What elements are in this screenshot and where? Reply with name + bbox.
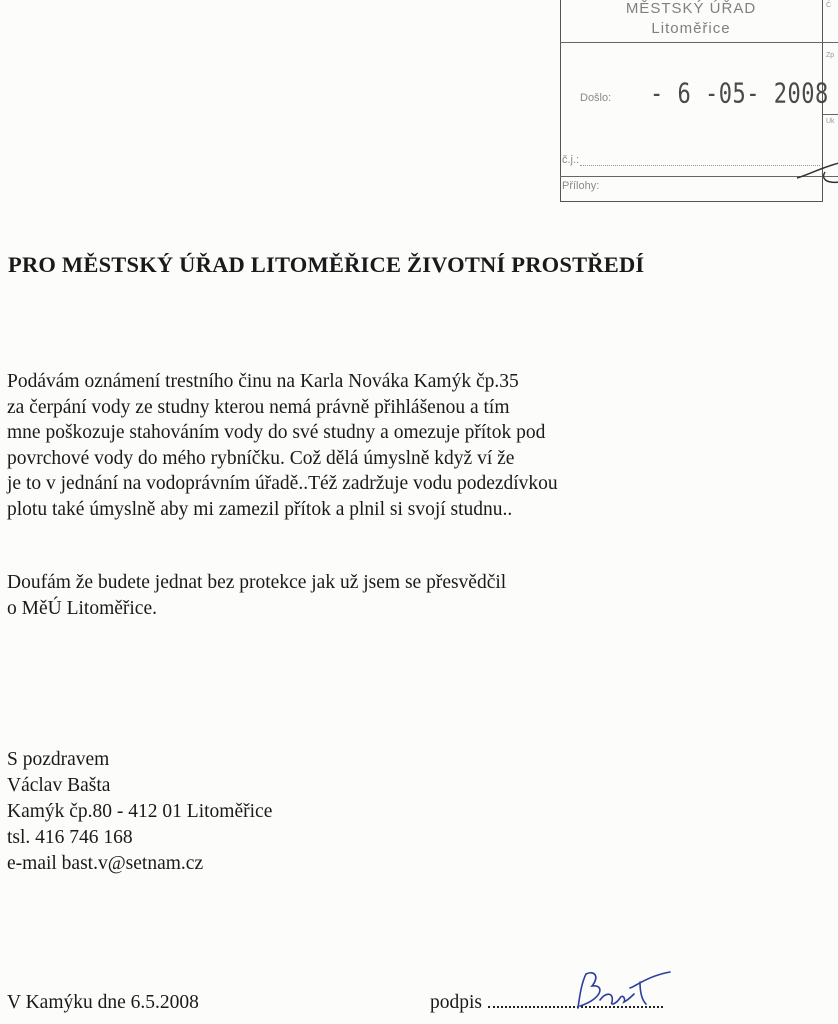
paragraph-line: je to v jednání na vodoprávním úřadě..Též zadržuje vodu podezdívkou	[7, 473, 558, 494]
pen-stroke-icon	[795, 148, 838, 188]
stamp-side-mark: Zp	[826, 52, 835, 59]
stamp-received-date: - 6 -05- 2008	[650, 78, 829, 111]
sender-name: Václav Bašta	[7, 775, 111, 796]
stamp-side-mark: Č	[826, 2, 832, 9]
paragraph-line: mne poškozuje stahováním vody do své studny a omezuje přítok pod	[7, 422, 546, 443]
stamp-ref-dotted-line	[580, 165, 820, 166]
stamp-ref-label: č.j.:	[562, 154, 580, 166]
place-and-date: V Kamýku dne 6.5.2008	[7, 992, 199, 1013]
paragraph-line: za čerpání vody ze studny kterou nemá právně přihlášenou a tím	[7, 396, 510, 418]
paragraph-line: plotu také úmyslně aby mi zamezil přítok a plnil si svojí studnu..	[7, 498, 513, 520]
sender-phone: tsl. 416 746 168	[7, 827, 133, 848]
sender-address: Kamýk čp.80 - 412 01 Litoměřice	[7, 801, 273, 822]
paragraph-line: povrchové vody do mého rybníčku. Což dělá úmyslně když ví že	[7, 447, 515, 469]
sender-email: e-mail bast.v@setnam.cz	[7, 853, 204, 874]
letter-closing	[7, 747, 272, 877]
stamp-attachments-label: Přílohy:	[562, 180, 600, 192]
letter-title: PRO MĚSTSKÝ ÚŘAD LITOMĚŘICE ŽIVOTNÍ PROSTŘEDÍ	[8, 252, 645, 277]
stamp-received-label: Došlo:	[580, 92, 612, 104]
paragraph-line: Doufám že budete jednat bez protekce jak už jsem se přesvědčil	[7, 572, 507, 593]
closing-greeting: S pozdravem	[7, 749, 110, 770]
letter-paragraph-1	[7, 369, 558, 522]
stamp-rule	[822, 114, 838, 115]
stamp-office-name: MĚSTSKÝ ÚŘAD	[625, 0, 757, 17]
paragraph-line: Podávám oznámení trestního činu na Karla Nováka Kamýk čp.35	[7, 371, 519, 392]
stamp-city-name: Litoměřice	[651, 20, 731, 37]
registry-stamp	[560, 0, 838, 203]
stamp-side-mark: Uk	[826, 118, 835, 125]
letter-paragraph-2	[7, 570, 506, 621]
paragraph-line: o MěÚ Litoměřice.	[7, 597, 157, 619]
stamp-rule	[560, 42, 838, 43]
handwritten-signature	[560, 968, 690, 1018]
signature-label: podpis	[430, 992, 483, 1013]
